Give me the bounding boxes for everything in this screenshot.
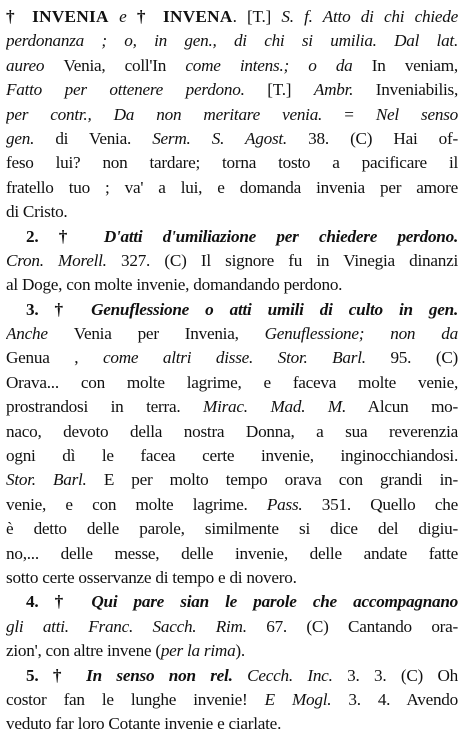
entry-text-segment: 38. (C) Hai of- <box>286 128 458 148</box>
entry-text-segment: Mirac. Mad. M. <box>203 397 346 417</box>
entry-line <box>6 615 458 639</box>
entry-line <box>6 712 458 736</box>
entry-text-segment: . [T.] <box>232 7 282 26</box>
entry-text-segment: per contr., Da non meritare venia. <box>6 104 323 124</box>
entry-text-segment: prostrandosi in terra. <box>6 397 204 417</box>
entry-line <box>6 590 458 614</box>
entry-line <box>6 225 458 249</box>
entry-text-segment: In senso non rel. <box>86 665 233 685</box>
entry-text-segment: Inveniabilis, <box>353 80 458 100</box>
entry-text-segment: 327. (C) Il signore fu in Vinegia dinanzi <box>106 250 458 270</box>
entry-text-segment: 351. Quello che <box>302 494 458 514</box>
entry-line <box>6 273 458 297</box>
entry-text-segment: naco, devoto della nostra Donna, a sua reverenzia <box>6 421 458 441</box>
entry-line <box>6 371 458 395</box>
entry-line <box>6 5 458 29</box>
entry-text-segment: costor fan le lunghe invenie! <box>6 689 265 709</box>
entry-text-segment: E Mogl. <box>264 689 332 709</box>
entry-line <box>6 54 458 78</box>
entry-text-segment: 3. † <box>26 299 92 319</box>
entry-text-segment: 67. (C) Cantando ora- <box>246 616 458 636</box>
entry-line <box>6 298 458 322</box>
entry-text-segment: = <box>322 104 376 124</box>
entry-line <box>6 176 458 200</box>
entry-text-segment: fratello tuo ; va' a lui, e domanda invenia per amore <box>6 177 458 197</box>
entry-text-segment: e <box>108 7 137 26</box>
entry-text-segment: veduto far loro Cotante invenie e ciarlate. <box>6 714 282 734</box>
entry-text-segment: 5. † <box>26 665 87 685</box>
entry-text-segment: per la rima <box>160 641 236 661</box>
entry-line <box>6 151 458 175</box>
entry-text-segment: 4. † <box>26 592 92 612</box>
entry-text-segment: D'atti d'umiliazione per chiedere perdono. <box>103 226 458 246</box>
entry-line <box>6 517 458 541</box>
entry-text-segment: Stor. Barl. <box>277 348 366 368</box>
entry-text-segment: venie, e con molte lagrime. <box>6 494 267 514</box>
entry-text-segment: è detto delle parole, similmente si dice del digiu- <box>6 519 458 539</box>
entry-line <box>6 444 458 468</box>
entry-text-segment: In veniam, <box>371 55 458 75</box>
entry-text-segment: sotto certe osservanze di tempo e di novero. <box>6 567 297 587</box>
entry-text-segment: Stor. Barl. <box>6 470 87 490</box>
entry-text-segment: ogni dì le facea certe invenie, inginocchiandosi. <box>6 446 458 466</box>
entry-line <box>6 566 458 590</box>
entry-text-segment: gli atti. Franc. Sacch. Rim. <box>6 616 247 636</box>
entry-text-segment: no,... delle messe, delle invenie, delle andate fatte <box>6 543 458 563</box>
entry-text-segment: Cecch. Inc. <box>247 665 333 685</box>
entry-text-segment: † INVENIA <box>6 7 109 26</box>
entry-line <box>6 468 458 492</box>
entry-text-segment: di Cristo. <box>6 202 68 222</box>
entry-text-segment: [T.] <box>267 80 314 100</box>
entry-text-segment: come altri disse. <box>102 348 254 368</box>
entry-text-segment: come intens.; o da <box>166 55 372 75</box>
entry-line <box>6 493 458 517</box>
entry-text-segment: al Doge, con molte invenie, domandando perdono. <box>6 275 343 295</box>
entry-text-segment: Genua , <box>6 348 103 368</box>
entry-text-segment: gen. <box>6 128 35 148</box>
entry-text-segment: Anche <box>6 324 74 344</box>
entry-line <box>6 346 458 370</box>
entry-line <box>6 542 458 566</box>
entry-text-segment: aureo <box>6 55 64 75</box>
entry-text-segment: In <box>152 55 167 75</box>
entry-text-segment: E per molto tempo orava con grandi in- <box>86 470 458 490</box>
entry-text-segment <box>233 666 248 685</box>
entry-text-segment: Venia, coll' <box>63 55 153 75</box>
entry-text-segment: Genuflessione o atti umili di culto in gen. <box>91 299 458 319</box>
entry-line <box>6 395 458 419</box>
dictionary-entry <box>6 5 458 737</box>
entry-text-segment: † INVENA <box>136 7 233 26</box>
entry-text-segment: S. f. Atto di chi chiede <box>281 7 458 26</box>
entry-text-segment: Serm. S. Agost. <box>152 128 287 148</box>
entry-text-segment: Pass. <box>266 494 303 514</box>
entry-line <box>6 249 458 273</box>
entry-line <box>6 29 458 53</box>
entry-line <box>6 688 458 712</box>
entry-text-segment: Orava... con molte lagrime, e faceva molte venie, <box>6 372 458 392</box>
entry-text-segment: di Venia. <box>34 128 153 148</box>
entry-text-segment: Qui pare sian le parole che accompagnano <box>91 592 458 612</box>
entry-text-segment: zion', con altre invene ( <box>6 641 161 661</box>
entry-line <box>6 78 458 102</box>
entry-text-segment: feso lui? non tardare; torna tosto a pacificare il <box>6 153 458 173</box>
entry-text-segment: perdonanza ; o, in gen., di chi si umilia. Dal lat. <box>6 31 458 51</box>
entry-line <box>6 200 458 224</box>
entry-line <box>6 639 458 663</box>
entry-line <box>6 103 458 127</box>
entry-text-segment: ). <box>235 641 245 661</box>
entry-text-segment: Genuflessione; non da <box>264 324 458 344</box>
entry-text-segment: Nel senso <box>375 104 458 124</box>
entry-text-segment: 3. 3. (C) Oh <box>332 665 458 685</box>
entry-text-segment: Alcun mo- <box>346 397 458 417</box>
entry-line <box>6 322 458 346</box>
entry-text-segment: 3. 4. Avendo <box>331 689 458 709</box>
entry-text-segment: Venia per Invenia, <box>73 324 265 344</box>
entry-text-segment: 2. † <box>26 226 104 246</box>
entry-text-segment <box>253 348 278 367</box>
entry-text-segment: Fatto per ottenere perdono. <box>6 80 268 100</box>
entry-line <box>6 420 458 444</box>
entry-text-segment: Ambr. <box>313 80 354 100</box>
entry-line <box>6 664 458 688</box>
entry-text-segment: 95. (C) <box>365 348 458 368</box>
entry-line <box>6 127 458 151</box>
entry-text-segment: Cron. Morell. <box>6 250 107 270</box>
